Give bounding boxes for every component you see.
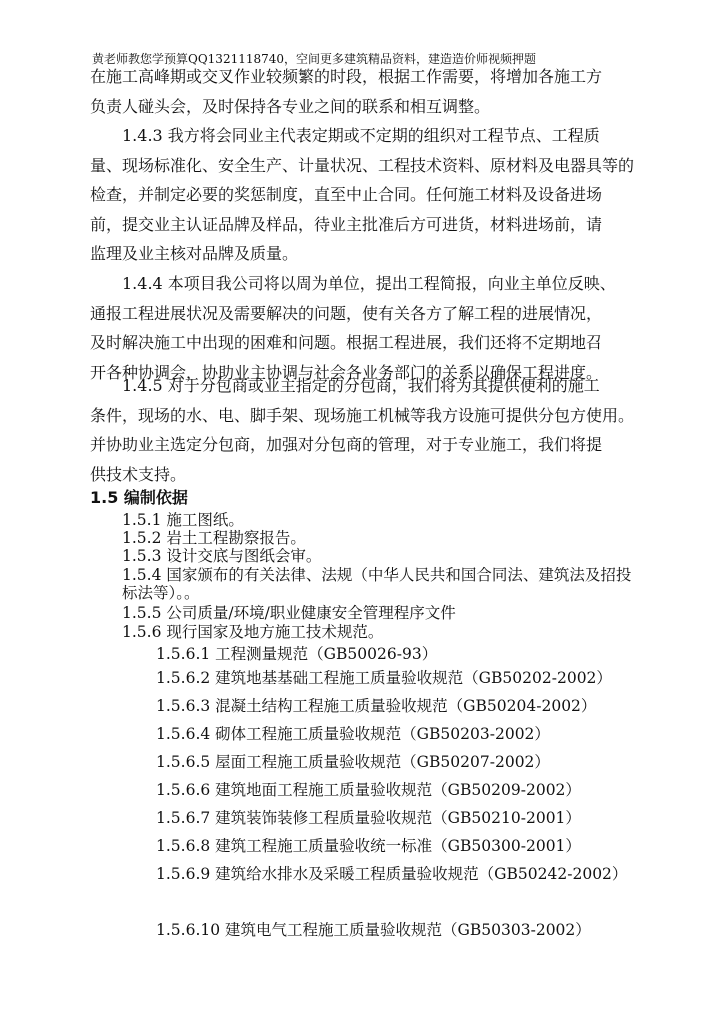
list-item: 1.5.5 公司质量/环境/职业健康安全管理程序文件 [122,604,456,622]
list-item: 1.5.2 岩土工程勘察报告。 [122,529,306,547]
page-header-note: 黄老师教您学预算QQ1321118740，空间更多建筑精品资料，建造造价师视频押题 [92,52,537,66]
list-item: 1.5.4 国家颁布的有关法律、法规（中华人民共和国合同法、建筑法及招投标法等）。。 [122,566,632,602]
standard-item: 1.5.6.8 建筑工程施工质量验收统一标准（GB50300-2001） [156,837,581,855]
standard-item: 1.5.6.7 建筑装饰装修工程质量验收规范（GB50210-2001） [156,809,581,827]
paragraph-1-4-3 [90,121,650,269]
text-line: 供技术支持。 [90,464,187,484]
standard-item: 1.5.6.1 工程测量规范（GB50026-93） [156,645,438,663]
standard-item: 1.5.6.9 建筑给水排水及采暖工程质量验收规范（GB50242-2002） [156,865,628,883]
list-item: 1.5.3 设计交底与图纸会审。 [122,547,322,565]
section-heading: 1.5 编制依据 [90,488,188,507]
text-line: 1.4.3 我方将会同业主代表定期或不定期的组织对工程节点、工程质 [122,126,600,145]
standard-item: 1.5.6.10 建筑电气工程施工质量验收规范（GB50303-2002） [156,921,591,939]
text-line: 量、现场标准化、安全生产、计量状况、工程技术资料、原材料及电器具等的 [90,155,635,175]
text-line: 条件，现场的水、电、脚手架、现场施工机械等我方设施可提供分包方使用。 [90,405,635,425]
text-line: 开各种协调会，协助业主协调与社会各业务部门的关系以确保工程进度。 [90,362,603,382]
standard-item: 1.5.6.4 砌体工程施工质量验收规范（GB50203-2002） [156,725,550,743]
text-line: 并协助业主选定分包商，加强对分包商的管理，对于专业施工，我们将提 [90,435,603,454]
paragraph-1-4-4 [90,269,650,387]
text-line: 检查，并制定必要的奖惩制度，直至中止合同。任何施工材料及设备进场 [90,185,603,204]
list-item: 1.5.6 现行国家及地方施工技术规范。 [122,623,384,641]
text-line: 1.4.4 本项目我公司将以周为单位，提出工程简报，向业主单位反映、 [122,274,616,293]
text-line: 在施工高峰期或交叉作业较频繁的时段，根据工作需要，将增加各施工方 [90,67,603,86]
standard-item: 1.5.6.6 建筑地面工程施工质量验收规范（GB50209-2002） [156,781,581,799]
paragraph-1-4-5 [90,371,650,489]
standard-item: 1.5.6.5 屋面工程施工质量验收规范（GB50207-2002） [156,753,550,771]
standard-item: 1.5.6.2 建筑地基基础工程施工质量验收规范（GB50202-2002） [156,669,612,687]
text-line: 前，提交业主认证品牌及样品，待业主批准后方可进货，材料进场前，请 [90,214,603,234]
text-line: 及时解决施工中出现的困难和问题。根据工程进展，我们还将不定期地召 [90,333,603,352]
text-line: 监理及业主核对品牌及质量。 [90,244,299,263]
text-line: 通报工程进展状况及需要解决的问题，使有关各方了解工程的进展情况， [90,303,603,323]
standard-item: 1.5.6.3 混凝土结构工程施工质量验收规范（GB50204-2002） [156,697,597,715]
text-line: 1.4.5 对于分包商或业主指定的分包商，我们将为其提供便利的施工 [122,376,600,395]
list-item: 1.5.1 施工图纸。 [122,511,244,529]
paragraph-coordination-meetings [90,62,650,121]
text-line: 负责人碰头会，及时保持各专业之间的联系和相互调整。 [90,96,491,116]
